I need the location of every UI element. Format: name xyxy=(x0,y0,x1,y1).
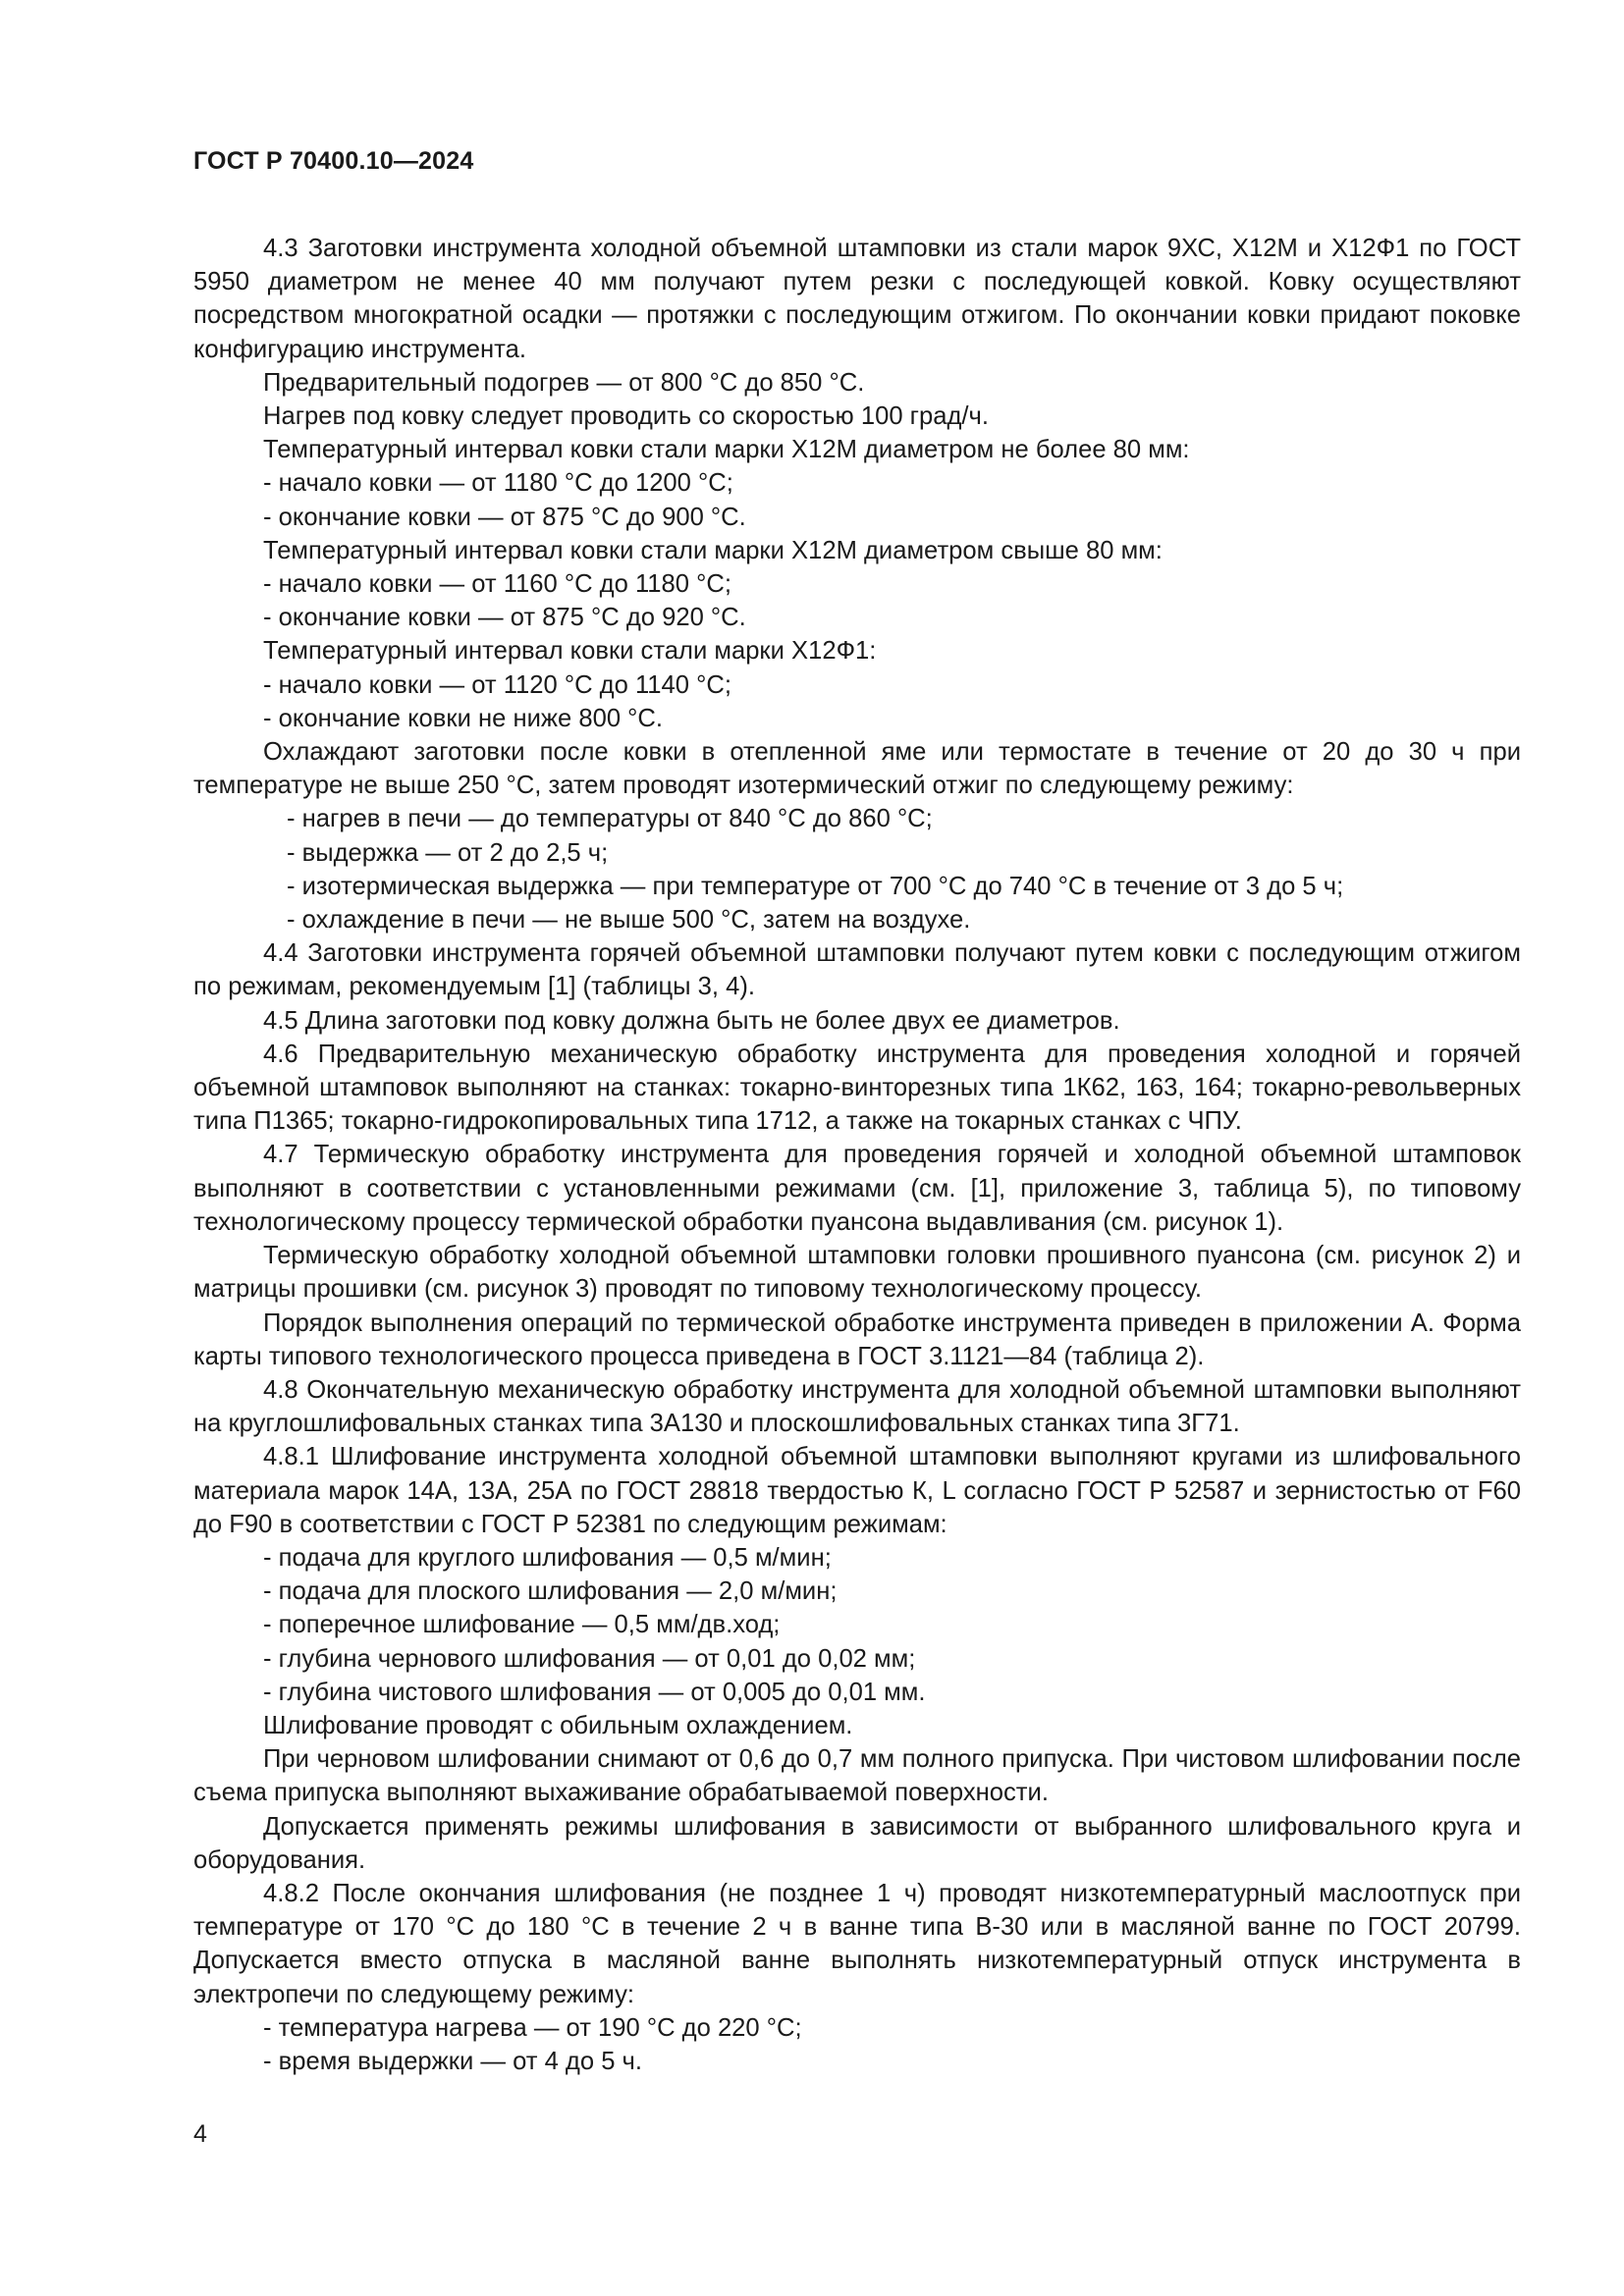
list-item: - подача для круглого шлифования — 0,5 м/мин; xyxy=(263,1543,832,1572)
list-item: - глубина чистового шлифования — от 0,005 до 0,01 мм. xyxy=(263,1678,926,1706)
list-item: - окончание ковки — от 875 °С до 920 °С. xyxy=(263,604,746,632)
paragraph: Шлифование проводят с обильным охлаждением. xyxy=(263,1711,853,1739)
document-body xyxy=(193,232,1521,2078)
list-item: - подача для плоского шлифования — 2,0 м/мин; xyxy=(263,1577,838,1606)
list-item: - поперечное шлифование — 0,5 мм/дв.ход; xyxy=(263,1611,781,1639)
paragraph: 4.3 Заготовки инструмента холодной объемной штамповки из стали марок 9ХС, Х12М и Х12Ф1 по ГОСТ 5950 диаметром не менее 40 мм получают путем резки с последующей ковкой. Ковку осуществляют посредством многократной осадки — протяжки с последующим отжигом. По окончании ковки придают поковке конфигурацию инструмента. xyxy=(193,235,1521,363)
paragraph: 4.8 Окончательную механическую обработку инструмента для холодной объемной штамповки выполняют на круглошлифовальных станках типа 3А130 и плоскошлифовальных станках типа 3Г71. xyxy=(193,1375,1521,1438)
paragraph: 4.5 Длина заготовки под ковку должна быть не более двух ее диаметров. xyxy=(263,1006,1120,1035)
list-item: - начало ковки — от 1160 °С до 1180 °С; xyxy=(263,570,731,599)
paragraph: 4.8.2 После окончания шлифования (не позднее 1 ч) проводят низкотемпературный маслоотпуск при температуре от 170 °С до 180 °С в течение 2 ч в ванне типа В-30 или в масляной ванне по ГОСТ 20799. Допускается вместо отпуска в масляной ванне выполнять низкотемпературный отпуск инструмента в электропечи по следующему режиму: xyxy=(193,1879,1521,2008)
paragraph: Порядок выполнения операций по термической обработке инструмента приведен в приложении А. Форма карты типового технологического процесса приведена в ГОСТ 3.1121—84 (таблица 2). xyxy=(193,1308,1521,1370)
list-item: - начало ковки — от 1180 °С до 1200 °С; xyxy=(263,469,733,498)
page-number: 4 xyxy=(193,2120,207,2148)
list-item: - начало ковки — от 1120 °С до 1140 °С; xyxy=(263,670,731,699)
list-item: - изотермическая выдержка — при температуре от 700 °С до 740 °С в течение от 3 до 5 ч; xyxy=(287,872,1344,900)
paragraph: Охлаждают заготовки после ковки в отепленной яме или термостате в течение от 20 до 30 ч при температуре не выше 250 °С, затем проводят изотермический отжиг по следующему режиму: xyxy=(193,738,1521,800)
paragraph: 4.8.1 Шлифование инструмента холодной объемной штамповки выполняют кругами из шлифовального материала марок 14А, 13А, 25А по ГОСТ 28818 твердостью К, L согласно ГОСТ Р 52587 и зернистостью от F60 до F90 в соответствии с ГОСТ Р 52381 по следующим режимам: xyxy=(193,1443,1521,1538)
document-header: ГОСТ Р 70400.10—2024 xyxy=(193,147,474,175)
list-item: - окончание ковки — от 875 °С до 900 °С. xyxy=(263,503,746,531)
paragraph: Термическую обработку холодной объемной штамповки головки прошивного пуансона (см. рисунок 2) и матрицы прошивки (см. рисунок 3) проводят по типовому технологическому процессу. xyxy=(193,1242,1521,1304)
paragraph: Температурный интервал ковки стали марки Х12Ф1: xyxy=(263,637,877,666)
paragraph: 4.6 Предварительную механическую обработку инструмента для проведения холодной и горячей объемной штамповок выполняют на станках: токарно-винторезных типа 1К62, 163, 164; токарно-револьверных типа П1365; токарно-гидрокопировальных типа 1712, а также на токарных станках с ЧПУ. xyxy=(193,1040,1521,1136)
list-item: - охлаждение в печи — не выше 500 °С, затем на воздухе. xyxy=(287,906,971,934)
list-item: - глубина чернового шлифования — от 0,01 до 0,02 мм; xyxy=(263,1644,916,1673)
list-item: - нагрев в печи — до температуры от 840 °С до 860 °С; xyxy=(287,805,933,833)
paragraph: Температурный интервал ковки стали марки Х12М диаметром не более 80 мм: xyxy=(263,436,1190,464)
paragraph: При черновом шлифовании снимают от 0,6 до 0,7 мм полного припуска. При чистовом шлифовании после съема припуска выполняют выхаживание обрабатываемой поверхности. xyxy=(193,1745,1521,1807)
paragraph: 4.7 Термическую обработку инструмента для проведения горячей и холодной объемной штамповок выполняют в соответствии с установленными режимами (см. [1], приложение 3, таблица 5), по типовому технологическому процессу термической обработки пуансона выдавливания (см. рисунок 1). xyxy=(193,1141,1521,1236)
paragraph: 4.4 Заготовки инструмента горячей объемной штамповки получают путем ковки с последующим отжигом по режимам, рекомендуемым [1] (таблицы 3, 4). xyxy=(193,939,1521,1001)
paragraph: Нагрев под ковку следует проводить со скоростью 100 град/ч. xyxy=(263,402,989,431)
list-item: - время выдержки — от 4 до 5 ч. xyxy=(263,2047,643,2075)
paragraph: Допускается применять режимы шлифования в зависимости от выбранного шлифовального круга и оборудования. xyxy=(193,1812,1521,1874)
paragraph: Температурный интервал ковки стали марки Х12М диаметром свыше 80 мм: xyxy=(263,536,1163,564)
list-item: - окончание ковки не ниже 800 °С. xyxy=(263,704,664,732)
list-item: - температура нагрева — от 190 °С до 220 °С; xyxy=(263,2013,802,2042)
paragraph: Предварительный подогрев — от 800 °С до 850 °С. xyxy=(263,368,865,397)
list-item: - выдержка — от 2 до 2,5 ч; xyxy=(287,838,609,867)
